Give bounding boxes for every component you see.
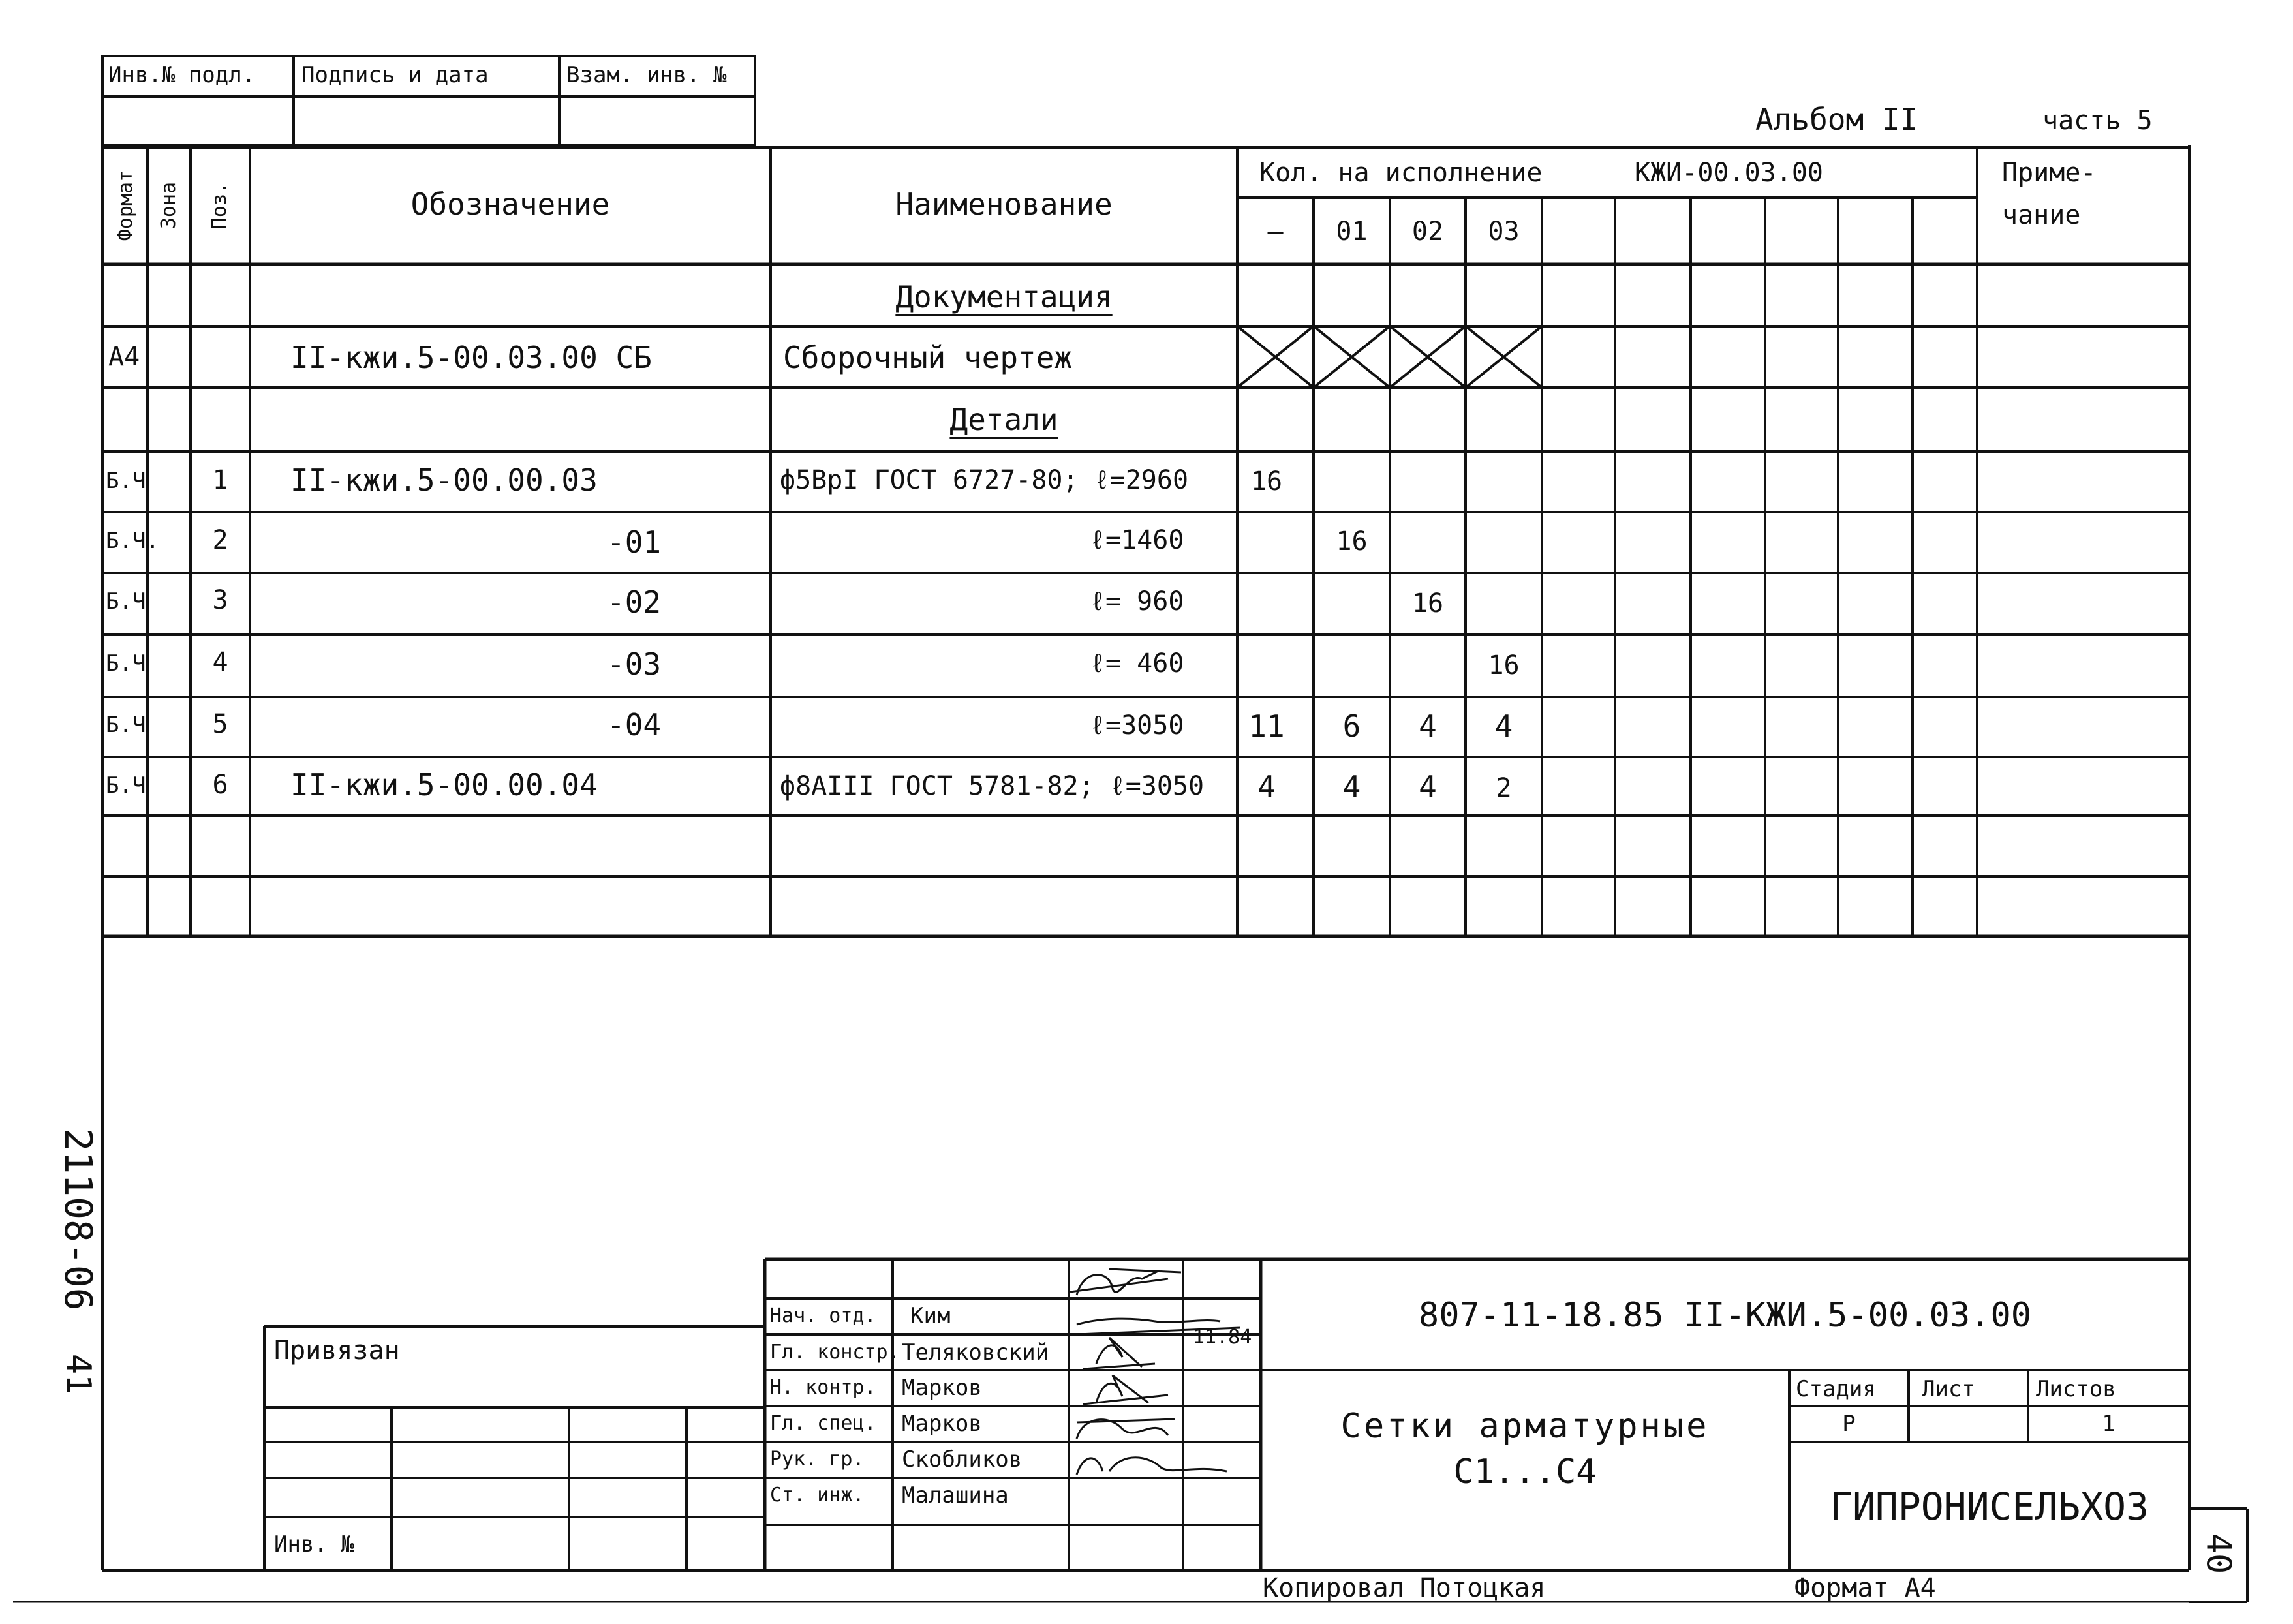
row6-q3: 2: [1496, 773, 1512, 803]
row6-pos: 6: [212, 770, 228, 800]
doc-row-designation: II-кжи.5-00.03.00 СБ: [290, 340, 652, 375]
copied-by: Копировал Потоцкая: [1263, 1573, 1546, 1603]
role-3: Н. контр.: [770, 1376, 876, 1399]
doc-row-format: А4: [108, 342, 140, 372]
row6-name: ф8АIII ГОСТ 5781-82; ℓ=3050: [780, 771, 1205, 801]
row5-q1: 6: [1342, 709, 1361, 744]
signature-date: 11.84: [1193, 1326, 1252, 1349]
sheets-value: 1: [2102, 1411, 2116, 1437]
doc-title-2: С1...С4: [1453, 1452, 1597, 1492]
row1-q0: 16: [1250, 467, 1283, 497]
signature-markov-1: [1083, 1338, 1155, 1369]
col-zone: Зона: [157, 181, 180, 230]
row6-format: Б.Ч: [106, 773, 146, 799]
row5-q3: 4: [1494, 709, 1513, 744]
row4-pos: 4: [212, 647, 228, 677]
row3-designation: -02: [607, 585, 662, 620]
row2-designation: -01: [607, 525, 662, 560]
row6-q0: 4: [1257, 769, 1276, 804]
row6-q1: 4: [1342, 769, 1361, 804]
section-documentation: Документация: [895, 279, 1113, 314]
page-number: 40: [2198, 1533, 2238, 1574]
row3-pos: 3: [212, 585, 228, 615]
role-1: Нач. отд.: [770, 1304, 876, 1327]
role-4: Гл. спец.: [770, 1412, 876, 1435]
col-variant-03: 03: [1488, 217, 1520, 247]
stamp-vzam-inv: Взам. инв. №: [566, 62, 727, 88]
signature-skoblikov: [1077, 1419, 1175, 1439]
row5-name: ℓ=3050: [1090, 711, 1184, 741]
role-2-name: Теляковский: [902, 1340, 1049, 1366]
col-variant-base: —: [1267, 217, 1284, 247]
sheets-label: Листов: [2036, 1376, 2116, 1402]
side-sheet-number: 41: [59, 1353, 98, 1395]
part-label: часть 5: [2042, 106, 2153, 136]
section-details: Детали: [949, 402, 1058, 437]
row6-q2: 4: [1419, 769, 1437, 804]
row2-format: Б.Ч.: [106, 528, 159, 554]
inv-no-label: Инв. №: [274, 1531, 354, 1557]
sheet-label: Лист: [1922, 1376, 1975, 1402]
col-qty-title: Кол. на исполнение: [1259, 158, 1543, 188]
role-6: Ст. инж.: [770, 1484, 865, 1507]
role-5: Рук. гр.: [770, 1448, 865, 1471]
col-note-1: Приме-: [2002, 158, 2097, 188]
format-label: Формат А4: [1794, 1573, 1936, 1603]
col-variant-02: 02: [1411, 217, 1444, 247]
doc-title-1: Сетки арматурные: [1340, 1407, 1710, 1446]
row5-designation: -04: [607, 707, 662, 743]
row2-name: ℓ=1460: [1090, 525, 1184, 555]
row3-name: ℓ= 960: [1090, 587, 1184, 617]
row4-designation: -03: [607, 647, 662, 682]
bound-label: Привязан: [274, 1336, 400, 1366]
role-1-name: Ким: [910, 1303, 951, 1329]
album-label: Альбом II: [1755, 102, 1918, 137]
role-6-name: Малашина: [902, 1482, 1009, 1509]
stage-label: Стадия: [1796, 1376, 1876, 1402]
col-name: Наименование: [895, 187, 1113, 222]
row5-format: Б.Ч: [106, 712, 146, 738]
row1-format: Б.Ч: [106, 468, 146, 494]
role-3-name: Марков: [902, 1375, 982, 1401]
stamp-inv-podl: Инв.№ подл.: [108, 62, 256, 88]
row5-pos: 5: [212, 709, 228, 739]
row5-q2: 4: [1419, 709, 1437, 744]
signature-malashina: [1077, 1458, 1227, 1475]
role-5-name: Скобликов: [902, 1447, 1023, 1473]
signature-markov-2: [1083, 1375, 1168, 1404]
col-format: Формат: [114, 170, 137, 241]
row6-designation: II-кжи.5-00.00.04: [290, 767, 598, 803]
row1-designation: II-кжи.5-00.00.03: [290, 463, 598, 498]
col-pos: Поз.: [208, 181, 231, 230]
row4-q3: 16: [1488, 651, 1520, 681]
row2-q1: 16: [1336, 527, 1368, 557]
col-qty-code: КЖИ-00.03.00: [1635, 158, 1823, 188]
doc-code: 807-11-18.85 II-КЖИ.5-00.03.00: [1418, 1296, 2032, 1335]
organization: ГИПРОНИСЕЛЬХОЗ: [1830, 1484, 2149, 1529]
role-2: Гл. констр.: [770, 1341, 900, 1364]
row3-q2: 16: [1411, 589, 1444, 619]
col-variant-01: 01: [1336, 217, 1368, 247]
stage-value: Р: [1842, 1411, 1856, 1437]
role-4-name: Марков: [902, 1411, 982, 1437]
doc-row-name: Сборочный чертеж: [783, 340, 1073, 375]
row1-pos: 1: [212, 465, 228, 495]
row4-name: ℓ= 460: [1090, 649, 1184, 679]
row2-pos: 2: [212, 525, 228, 555]
col-designation: Обозначение: [410, 187, 610, 222]
row1-name: ф5ВрI ГОСТ 6727-80; ℓ=2960: [780, 465, 1189, 495]
col-note-2: чание: [2002, 200, 2081, 230]
signature-kim: [1070, 1269, 1181, 1295]
archive-number: 21108-06: [56, 1128, 100, 1311]
row5-q0: 11: [1248, 709, 1285, 744]
row4-format: Б.Ч: [106, 651, 146, 677]
row3-format: Б.Ч: [106, 589, 146, 615]
stamp-podpis-data: Подпись и дата: [301, 62, 489, 88]
